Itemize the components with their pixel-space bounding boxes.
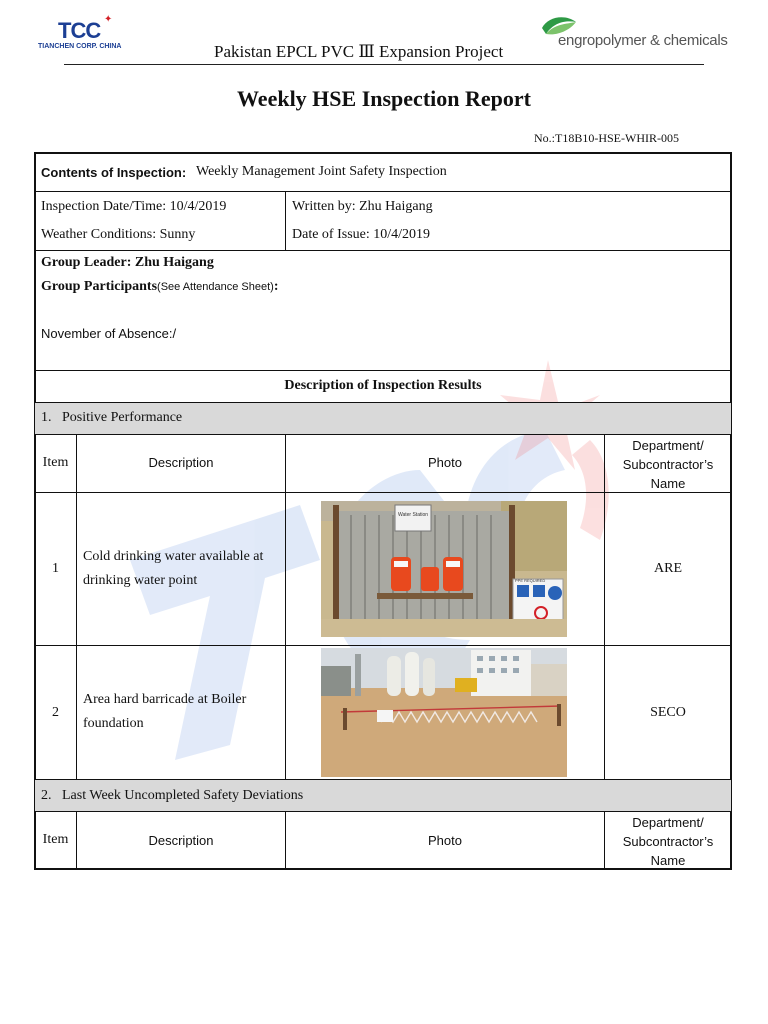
- engro-logo-text-b: polymer & chemicals: [594, 32, 728, 49]
- table-rule: [34, 645, 732, 646]
- row1-photo: [321, 501, 567, 637]
- results-heading: Description of Inspection Results: [284, 378, 482, 393]
- section2-column-department-line3: Name: [650, 853, 686, 868]
- column-department: [605, 436, 731, 493]
- section2-column-department: [605, 813, 731, 870]
- section2-column-photo: Photo: [428, 833, 462, 848]
- participants-label: Group Participants: [41, 279, 158, 294]
- column-department-line1: Department/: [632, 438, 704, 453]
- participants-note: (See Attendance Sheet): [157, 281, 274, 293]
- star-icon: ✦: [104, 14, 113, 25]
- table-rule: [34, 779, 732, 780]
- engro-logo: [540, 14, 745, 54]
- row1-department: ARE: [654, 561, 682, 576]
- section1-title: 1. Positive Performance: [41, 410, 183, 425]
- tcc-logo: [38, 14, 128, 54]
- row2-department: SECO: [650, 705, 686, 720]
- column-department-line3: Name: [650, 476, 686, 491]
- table-rule: [285, 192, 286, 250]
- column-department-line2: Subcontractor’s: [622, 457, 714, 472]
- document-number: No.:T18B10-HSE-WHIR-005: [534, 131, 679, 145]
- tcc-logo-text: TIANCHEN CORP. CHINA: [38, 43, 122, 50]
- inspection-date: Inspection Date/Time: 10/4/2019: [41, 199, 227, 214]
- tcc-logo-mark: TCC: [58, 18, 101, 43]
- row2-description: Area hard barricade at Boiler foundation: [83, 692, 247, 731]
- ppe-sign: PPE REQUIRED: [515, 578, 546, 583]
- participants-colon: :: [273, 279, 279, 294]
- table-rule: [34, 811, 732, 812]
- table-rule: [34, 402, 732, 403]
- section2-column-department-line1: Department/: [632, 815, 704, 830]
- row1-item: 1: [52, 561, 59, 576]
- water-station-sign: Water Station: [397, 512, 429, 518]
- section2-column-item: Item: [42, 832, 69, 847]
- section2-column-description: Description: [148, 833, 214, 848]
- project-title: Pakistan EPCL PVC Ⅲ Expansion Project: [214, 42, 504, 61]
- table-rule: [34, 434, 732, 435]
- column-item: Item: [42, 455, 69, 470]
- row1-description: Cold drinking water available at drinking water point: [83, 549, 264, 588]
- section2-column-department-line2: Subcontractor’s: [622, 834, 714, 849]
- written-by: Written by: Zhu Haigang: [292, 199, 433, 214]
- absence-line: November of Absence:/: [41, 326, 177, 341]
- date-of-issue: Date of Issue: 10/4/2019: [292, 227, 431, 242]
- table-rule: [285, 435, 286, 779]
- header-divider: [64, 64, 704, 65]
- row2-item: 2: [52, 705, 59, 720]
- row2-photo: [321, 648, 567, 777]
- weather-conditions: Weather Conditions: Sunny: [41, 227, 196, 242]
- table-rule: [34, 370, 732, 371]
- engro-logo-text-a: engro: [558, 32, 595, 49]
- table-rule: [34, 250, 732, 251]
- section2-title: 2. Last Week Uncompleted Safety Deviations: [41, 788, 304, 803]
- table-rule: [76, 435, 77, 779]
- column-photo: Photo: [428, 455, 462, 470]
- group-leader: Group Leader: Zhu Haigang: [41, 255, 214, 270]
- table-rule: [34, 191, 732, 192]
- contents-label: Contents of Inspection:: [41, 165, 187, 180]
- report-title: Weekly HSE Inspection Report: [237, 86, 531, 111]
- column-description: Description: [148, 455, 214, 470]
- contents-value: Weekly Management Joint Safety Inspection: [196, 164, 447, 179]
